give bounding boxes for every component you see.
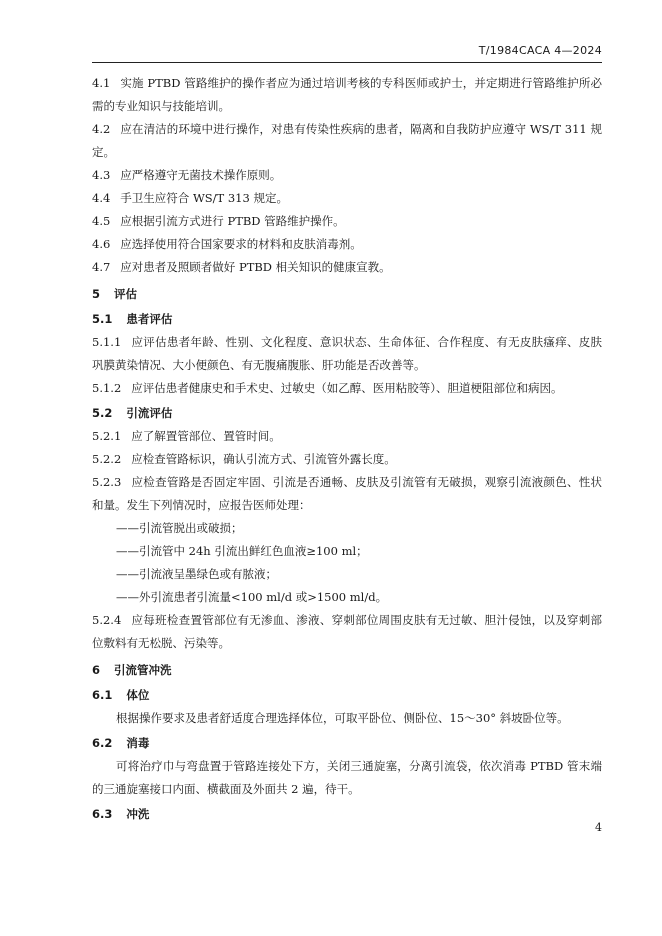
list-item: ——引流液呈墨绿色或有脓液；	[116, 567, 277, 581]
list-item: ——引流管脱出或破损；	[116, 521, 243, 535]
section-heading-5-1: 5.1 患者评估	[92, 312, 173, 326]
document-body	[92, 72, 602, 826]
clause-4-7: 4.7 应对患者及照顾者做好 PTBD 相关知识的健康宣教。	[92, 260, 391, 274]
clause-5-2-4: 5.2.4 应每班检查置管部位有无渗血、渗液、穿刺部位周围皮肤有无过敏、胆汁侵蚀，以及穿刺部位敷料有无松脱、污染等。	[92, 613, 602, 650]
clause-4-6: 4.6 应选择使用符合国家要求的材料和皮肤消毒剂。	[92, 237, 362, 251]
paragraph-6-2: 可将治疗巾与弯盘置于管路连接处下方，关闭三通旋塞，分离引流袋，依次消毒 PTBD 管末端的三通旋塞接口内面、横截面及外面共 2 遍，待干。	[92, 759, 602, 796]
clause-4-5: 4.5 应根据引流方式进行 PTBD 管路维护操作。	[92, 214, 345, 228]
paragraph-6-1: 根据操作要求及患者舒适度合理选择体位，可取平卧位、侧卧位、15～30° 斜坡卧位等。	[116, 711, 569, 725]
clause-4-2: 4.2 应在清洁的环境中进行操作，对患有传染性疾病的患者，隔离和自我防护应遵守 WS/T 311 规定。	[92, 122, 602, 159]
section-heading-5-2: 5.2 引流评估	[92, 406, 173, 420]
header-rule	[92, 62, 602, 63]
clause-4-4: 4.4 手卫生应符合 WS/T 313 规定。	[92, 191, 288, 205]
page-number: 4	[595, 821, 602, 834]
clause-4-1: 4.1 实施 PTBD 管路维护的操作者应为通过培训考核的专科医师或护士，并定期进行管路维护所必需的专业知识与技能培训。	[92, 76, 602, 113]
section-heading-6-3: 6.3 冲洗	[92, 807, 150, 821]
section-heading-5: 5 评估	[92, 287, 138, 301]
section-heading-6-1: 6.1 体位	[92, 688, 150, 702]
clause-4-3: 4.3 应严格遵守无菌技术操作原则。	[92, 168, 282, 182]
clause-5-1-2: 5.1.2 应评估患者健康史和手术史、过敏史（如乙醇、医用粘胶等）、胆道梗阻部位和病因。	[92, 381, 563, 395]
section-heading-6-2: 6.2 消毒	[92, 736, 150, 750]
list-item: ——引流管中 24h 引流出鲜红色血液≥100 ml；	[116, 544, 368, 558]
clause-5-2-1: 5.2.1 应了解置管部位、置管时间。	[92, 429, 281, 443]
section-heading-6: 6 引流管冲洗	[92, 663, 172, 677]
list-item: ——外引流患者引流量<100 ml/d 或>1500 ml/d。	[116, 590, 388, 604]
clause-5-2-2: 5.2.2 应检查管路标识，确认引流方式、引流管外露长度。	[92, 452, 396, 466]
clause-5-1-1: 5.1.1 应评估患者年龄、性别、文化程度、意识状态、生命体征、合作程度、有无皮肤瘙痒、皮肤巩膜黄染情况、大小便颜色、有无腹痛腹胀、肝功能是否改善等。	[92, 335, 602, 372]
clause-5-2-3: 5.2.3 应检查管路是否固定牢固、引流是否通畅、皮肤及引流管有无破损，观察引流液颜色、性状和量。发生下列情况时，应报告医师处理：	[92, 475, 602, 512]
document-code: T/1984CACA 4—2024	[478, 44, 602, 57]
